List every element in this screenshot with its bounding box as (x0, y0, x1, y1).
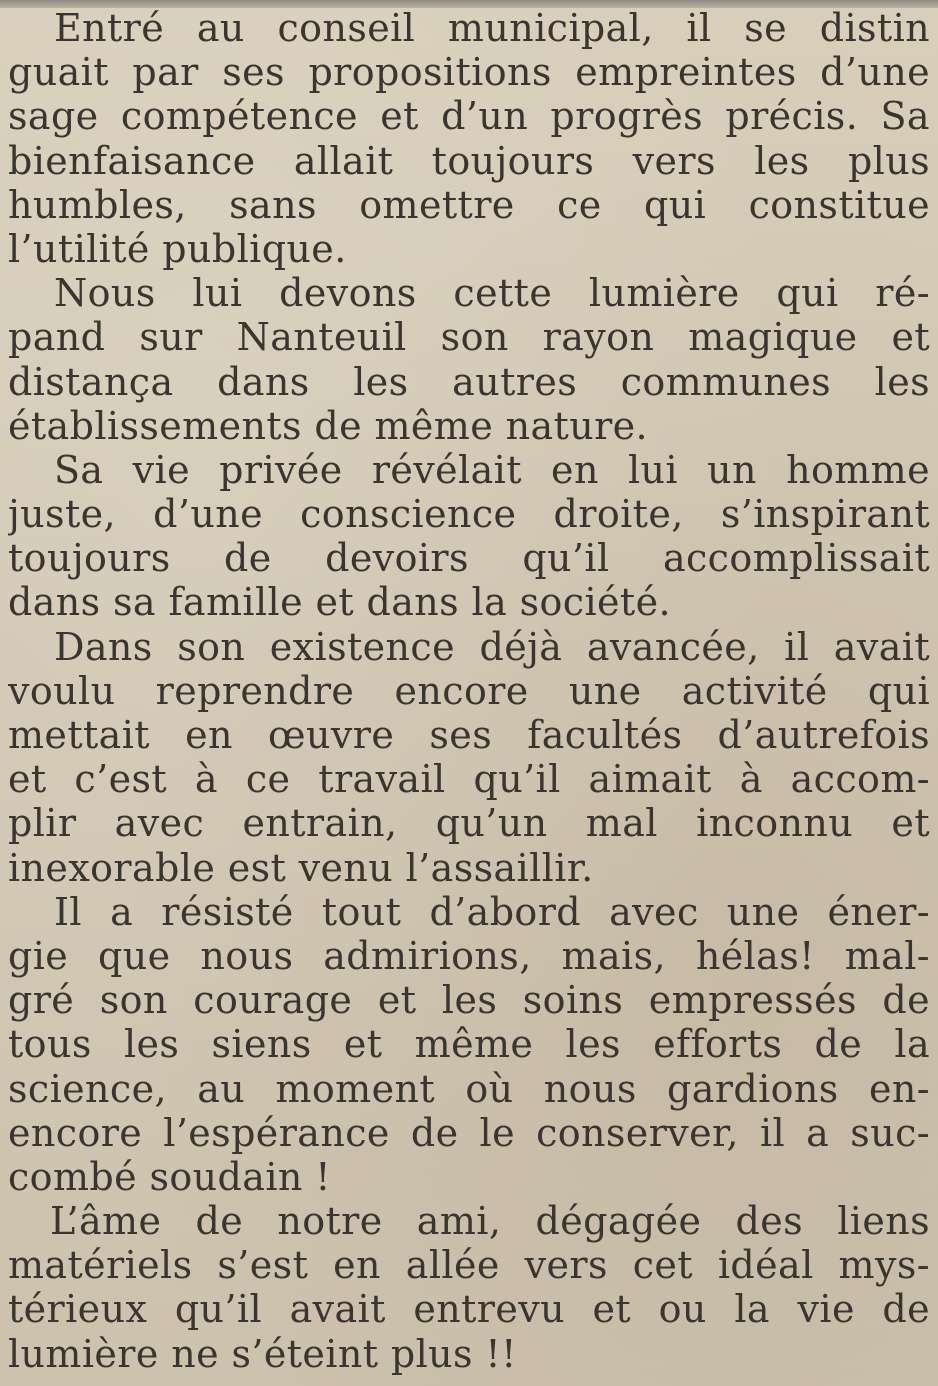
paragraph-3 (8, 448, 930, 625)
text-line: Dans son existence déjà avancée, il avait (54, 624, 930, 669)
text-line: tous les siens et même les efforts de la (8, 1022, 930, 1067)
text-line: inexorable est venu l’assaillir. (8, 845, 594, 890)
text-line: et c’est à ce travail qu’il aimait à accom- (8, 757, 930, 802)
text-line: humbles, sans omettre ce qui constitue (8, 182, 930, 227)
paragraph-5 (8, 890, 930, 1199)
text-line: science, au moment où nous gardions en- (8, 1066, 930, 1111)
paragraph-6 (8, 1199, 930, 1376)
text-line: encore l’espérance de le conserver, il a suc- (8, 1110, 930, 1155)
text-line: pand sur Nanteuil son rayon magique et (8, 315, 930, 360)
text-line: établissements de même nature. (8, 403, 649, 448)
text-line: Nous lui devons cette lumière qui ré- (54, 271, 930, 316)
text-line: guait par ses propositions empreintes d’une (8, 50, 930, 95)
text-line: Il a résisté tout d’abord avec une éner- (54, 889, 930, 934)
text-line: Entré au conseil municipal, il se distin (54, 6, 930, 50)
text-line: matériels s’est en allée vers cet idéal mys- (8, 1243, 930, 1288)
text-line: sage compétence et d’un progrès précis. Sa (8, 94, 930, 139)
text-line: toujours de devoirs qu’il accomplissait (8, 536, 930, 581)
text-line: L’âme de notre ami, dégagée des liens (50, 1199, 930, 1244)
paragraph-4 (8, 625, 930, 890)
text-line: bienfaisance allait toujours vers les plus (8, 138, 930, 183)
text-line: plir avec entrain, qu’un mal inconnu et (8, 801, 930, 846)
text-line: l’utilité publique. (8, 226, 347, 271)
text-line: lumière ne s’éteint plus !! (8, 1331, 517, 1376)
text-line: combé soudain ! (8, 1154, 331, 1199)
text-line: voulu reprendre encore une activité qui (8, 668, 930, 713)
text-line: mettait en œuvre ses facultés d’autrefois (8, 713, 930, 757)
text-line: juste, d’une conscience droite, s’inspirant (8, 492, 930, 537)
text-line: Sa vie privée révélait en lui un homme (54, 447, 930, 492)
paragraph-2 (8, 271, 930, 448)
text-line: dans sa famille et dans la société. (8, 580, 671, 625)
text-line: gré son courage et les soins empressés de (8, 978, 930, 1023)
text-line: gie que nous admirions, mais, hélas! mal- (8, 933, 930, 978)
text-line: térieux qu’il avait entrevu et ou la vie de (8, 1287, 930, 1332)
paragraph-1 (8, 6, 930, 271)
text-line: distança dans les autres communes les (8, 359, 930, 404)
article-column (8, 6, 930, 1376)
